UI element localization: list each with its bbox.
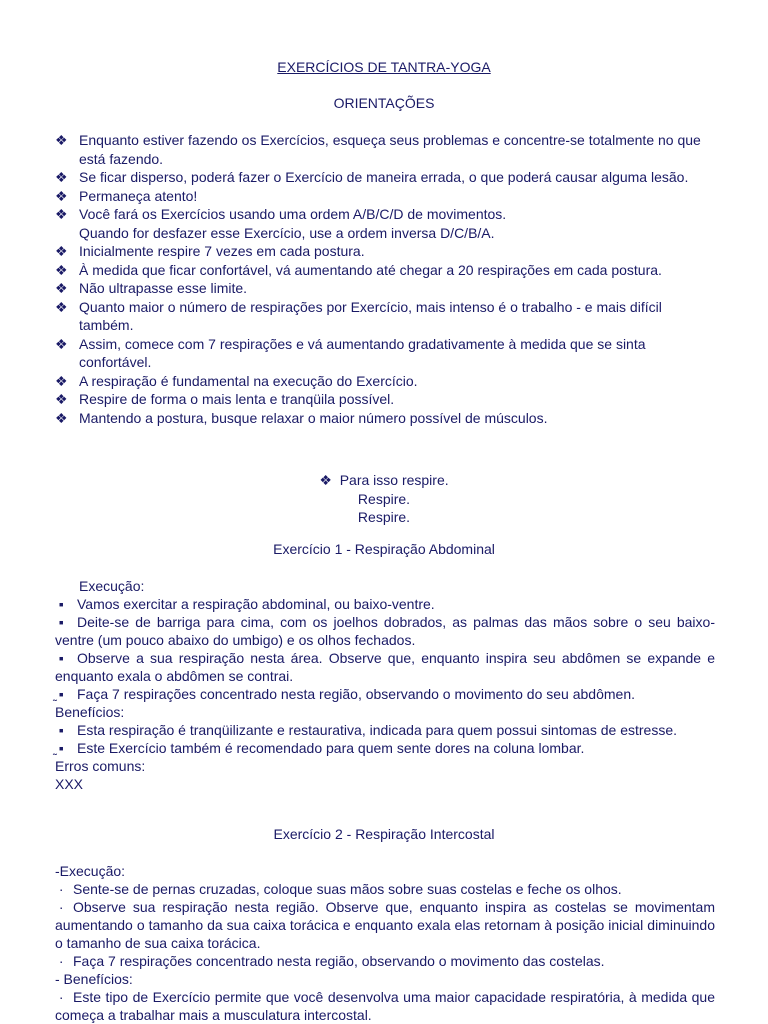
diamond-bullet-icon: ❖ — [55, 391, 68, 407]
document-title: EXERCÍCIOS DE TANTRA-YOGA — [277, 59, 491, 75]
respire-block — [0, 471, 768, 527]
dot-bullet-icon: · — [55, 899, 64, 915]
list-item: ▪ Vamos exercitar a respiração abdominal, ou baixo-ventre. — [55, 596, 435, 612]
list-item: ❖ A respiração é fundamental na execução do Exercício. — [55, 372, 418, 389]
erros-value: XXX — [55, 776, 84, 792]
diamond-bullet-icon: ❖ — [55, 132, 68, 148]
square-bullet-icon: ▪ — [55, 614, 64, 630]
para-isso-line: ❖ Para isso respire. — [319, 472, 449, 488]
exercise-2-title: Exercício 2 - Respiração Intercostal — [273, 826, 495, 842]
exercise-1-title: Exercício 1 - Respiração Abdominal — [273, 541, 495, 557]
diamond-bullet-icon: ❖ — [55, 261, 68, 278]
diamond-bullet-icon: ❖ — [319, 472, 340, 488]
diamond-bullet-icon: ❖ — [55, 409, 68, 426]
list-item: ❖ Mantendo a postura, busque relaxar o maior número possível de músculos. — [55, 409, 548, 426]
dot-bullet-icon: · — [55, 953, 64, 969]
dot-bullet-icon: · — [55, 989, 64, 1005]
list-item: ▪ Faça 7 respirações concentrado nesta região, observando o movimento do seu abdômen. — [55, 686, 636, 702]
list-item: ❖ Não ultrapasse esse limite. — [55, 280, 248, 296]
execucao-label: Execução: — [79, 578, 145, 594]
square-bullet-icon: ▪ — [55, 740, 64, 756]
beneficios-label: - Benefícios: — [55, 971, 133, 987]
list-item: ❖ Permaneça atento! — [55, 187, 198, 204]
square-bullet-icon: ▪ — [55, 596, 64, 612]
respire-line: Respire. — [357, 490, 411, 507]
exercise-1-body — [55, 577, 715, 793]
list-item: · Faça 7 respirações concentrado nesta região, observando o movimento das costelas. — [55, 953, 605, 969]
diamond-bullet-icon: ❖ — [55, 187, 68, 204]
diamond-bullet-icon: ❖ — [55, 206, 68, 222]
list-item: ▪ Este Exercício também é recomendado para quem sente dores na coluna lombar. — [55, 740, 585, 756]
diamond-bullet-icon: ❖ — [55, 335, 68, 352]
diamond-bullet-icon: ❖ — [55, 243, 68, 259]
orientacoes-list — [55, 131, 715, 427]
list-item: ❖ Assim, comece com 7 respirações e vá aumentando gradativamente à medida que se sinta confortável. — [55, 335, 646, 370]
beneficios-label: ˜ Benefícios: — [55, 703, 715, 721]
diamond-bullet-icon: ❖ — [55, 280, 68, 296]
diamond-bullet-icon: ❖ — [55, 169, 68, 185]
execucao-label: -Execução: — [55, 863, 126, 879]
list-item: ❖ Enquanto estiver fazendo os Exercícios, esqueça seus problemas e concentre-se totalmente no que está fazendo. — [55, 132, 701, 167]
list-item: ❖ Inicialmente respire 7 vezes em cada postura. — [55, 243, 365, 259]
square-bullet-icon: ▪ — [55, 686, 64, 702]
list-item: ▪ Deite-se de barriga para cima, com os joelhos dobrados, as palmas das mãos sobre o seu baixo-ventre (um pouco abaixo do umbigo) e os olhos fechados. — [55, 614, 715, 648]
list-item: ❖ Você fará os Exercícios usando uma ordem A/B/C/D de movimentos. Quando for desfazer esse Exercício, use a ordem inversa D/C/B/A. — [55, 206, 507, 241]
list-item: ❖ Respire de forma o mais lenta e tranqüila possível. — [55, 391, 395, 407]
list-item: ❖ À medida que ficar confortável, vá aumentando até chegar a 20 respirações em cada postura. — [55, 261, 662, 278]
list-item: · Sente-se de pernas cruzadas, coloque suas mãos sobre suas costelas e feche os olhos. — [55, 881, 622, 897]
list-item: ❖ Se ficar disperso, poderá fazer o Exercício de maneira errada, o que poderá causar alguma lesão. — [55, 169, 689, 185]
list-item-continuation: Quando for desfazer esse Exercício, use a ordem inversa D/C/B/A. — [79, 224, 495, 241]
square-bullet-icon: ▪ — [55, 650, 64, 666]
exercise-2-body — [55, 862, 715, 1024]
list-item: · Observe sua respiração nesta região. Observe que, enquanto inspira as costelas se movimentam aumentando o tamanho da sua caixa torácica e enquanto exala elas retornam à posição inicial diminuindo o tamanho de sua caixa torácica. — [55, 899, 715, 951]
list-item: · Este tipo de Exercício permite que você desenvolva uma maior capacidade respiratória, à medida que começa a trabalhar mais a musculatura intercostal. — [55, 989, 715, 1023]
square-bullet-icon: ▪ — [55, 722, 64, 738]
list-item: ❖ Quanto maior o número de respirações por Exercício, mais intenso é o trabalho - e mais difícil também. — [55, 298, 662, 333]
erros-label: ˜ Erros comuns: — [55, 757, 715, 775]
dot-bullet-icon: · — [55, 881, 64, 897]
list-item: ▪ Observe a sua respiração nesta área. Observe que, enquanto inspira seu abdômen se expande e enquanto exala o abdômen se contrai. — [55, 650, 715, 684]
respire-line: Respire. — [357, 509, 411, 525]
diamond-bullet-icon: ❖ — [55, 298, 68, 315]
list-item: ▪ Esta respiração é tranqüilizante e restaurativa, indicada para quem possui sintomas de estresse. — [55, 722, 677, 738]
section-title-orientacoes: ORIENTAÇÕES — [333, 95, 435, 111]
diamond-bullet-icon: ❖ — [55, 372, 68, 389]
